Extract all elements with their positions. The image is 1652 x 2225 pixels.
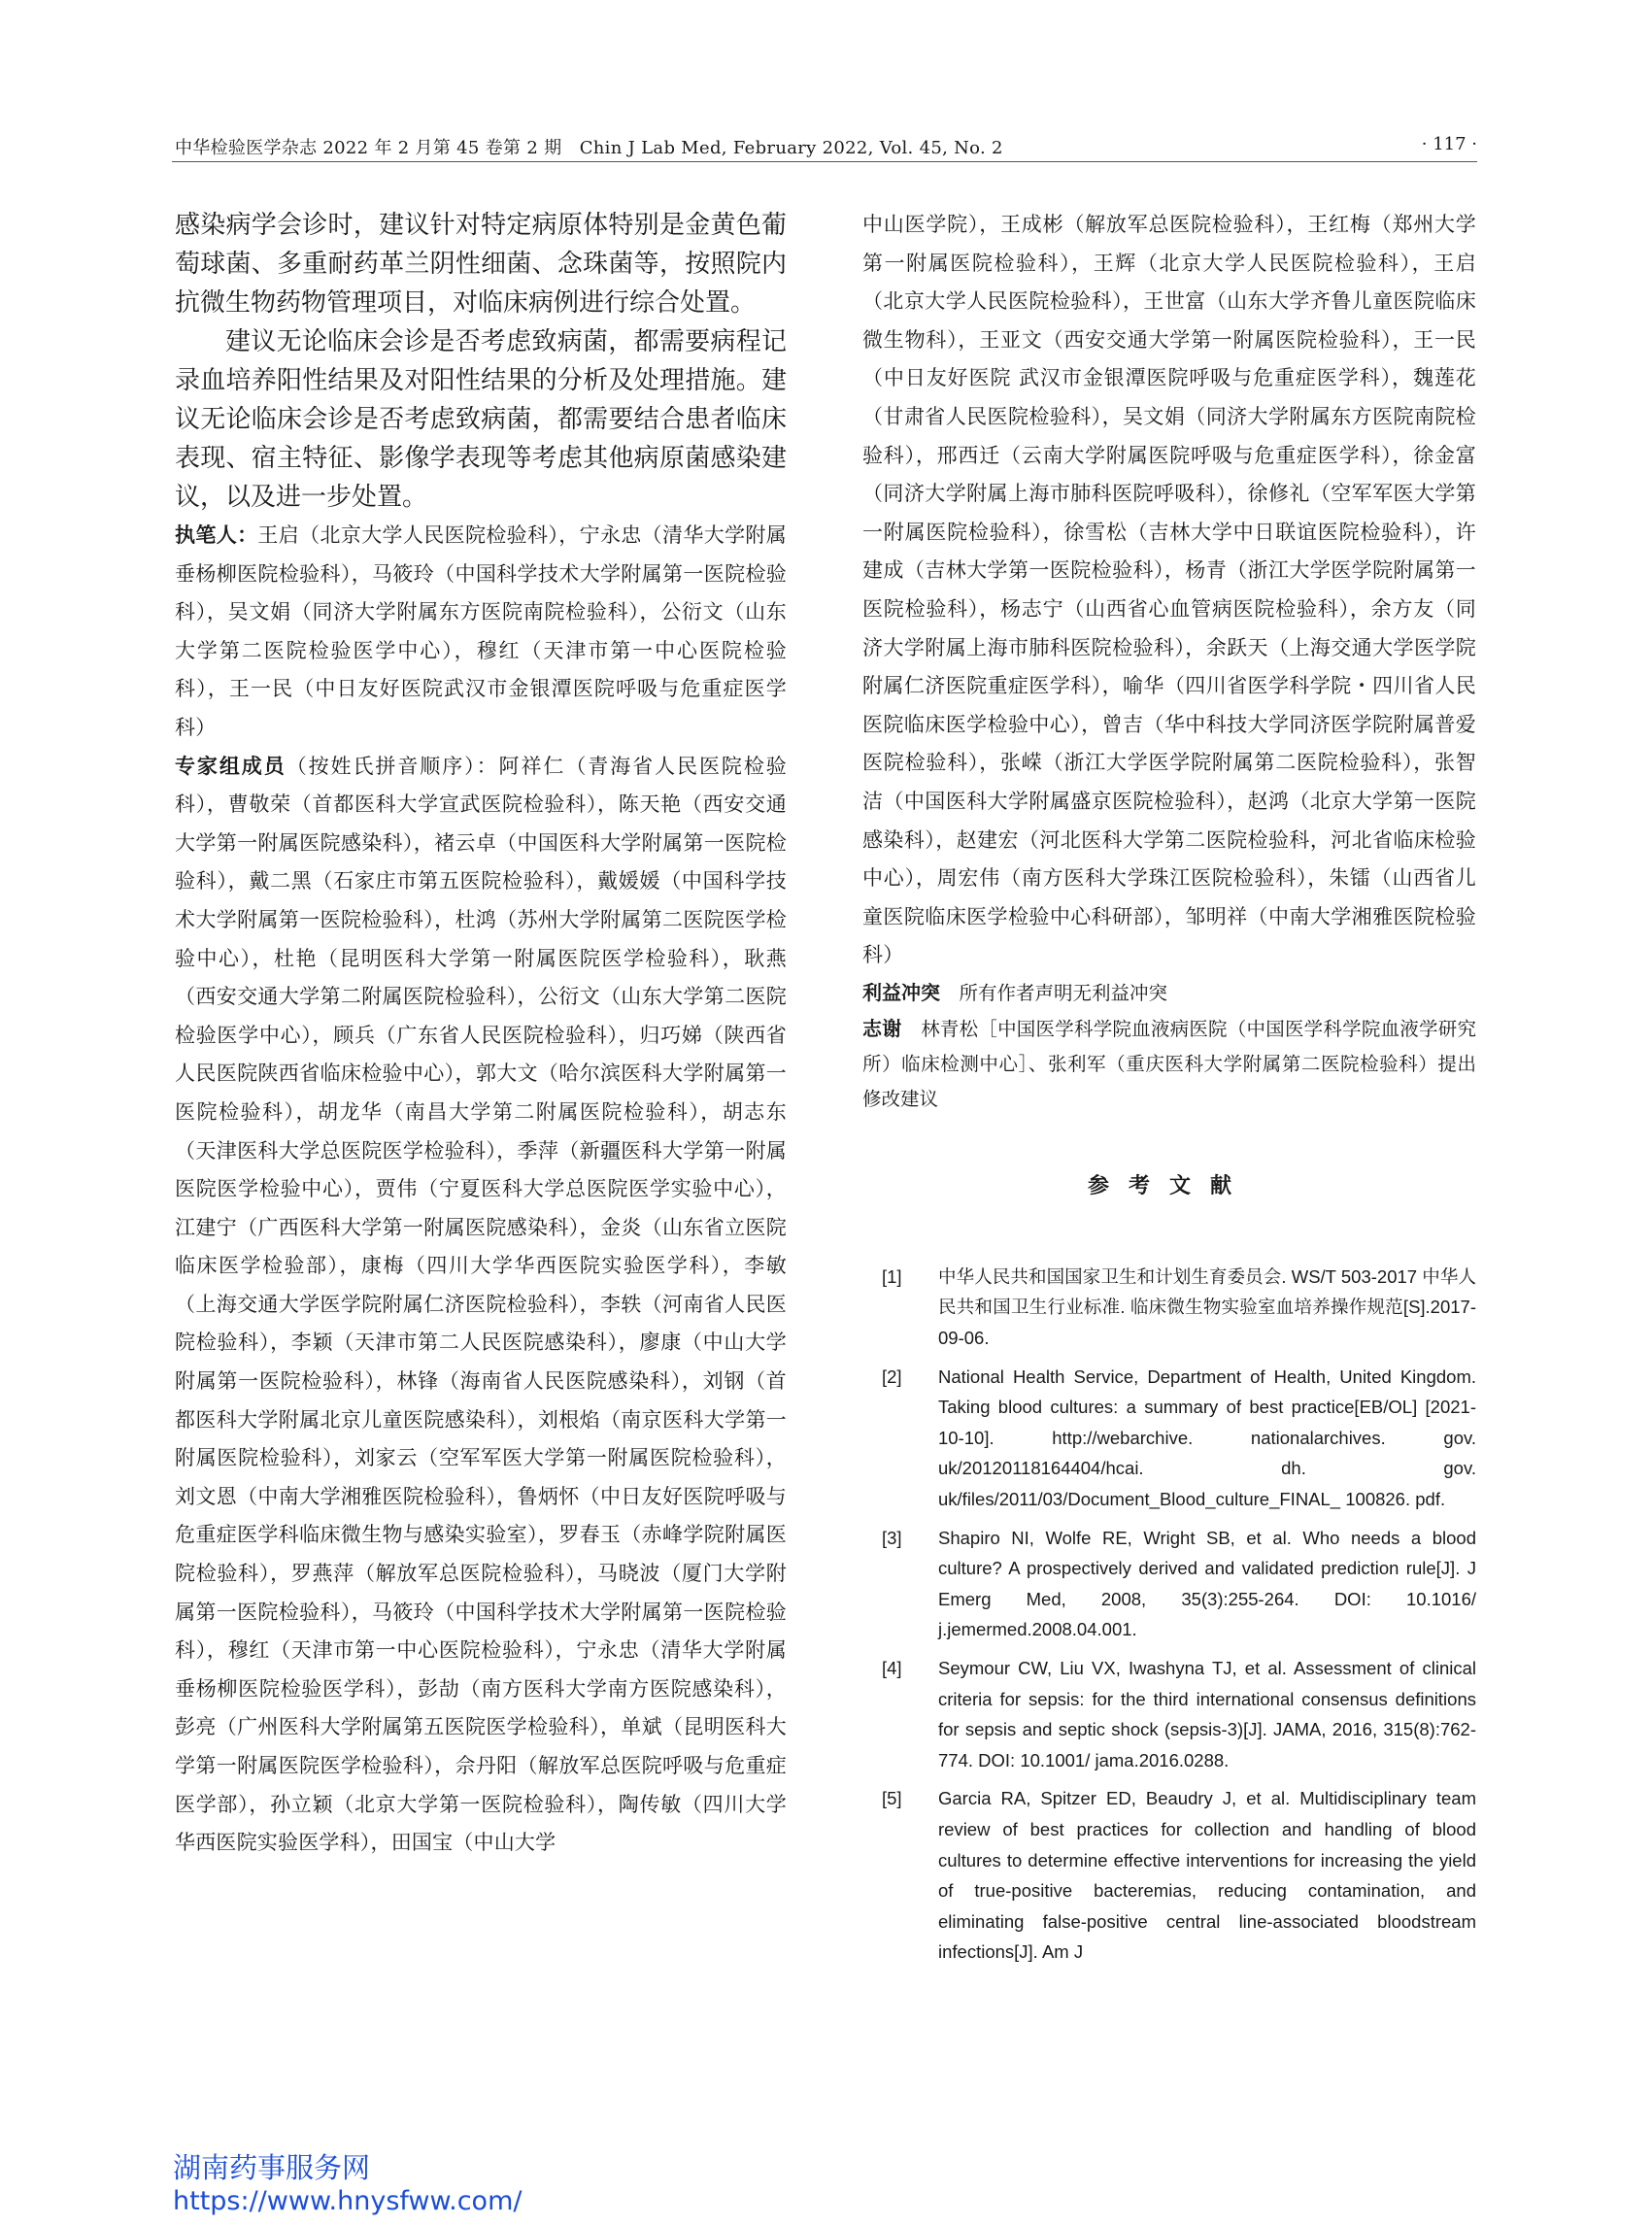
authors-label: 执笔人： <box>175 523 258 547</box>
reference-item <box>862 1783 1476 1968</box>
left-column <box>175 206 787 1863</box>
reference-number: [2] <box>882 1365 902 1387</box>
watermark-site-name: 湖南药事服务网 <box>173 2151 371 2184</box>
experts-paragraph <box>175 748 787 1863</box>
journal-citation: 中华检验医学杂志 2022 年 2 月第 45 卷第 2 期 Chin J Lab Med, February 2022, Vol. 45, No. 2 <box>175 138 1003 158</box>
body-paragraph-1: 感染病学会诊时，建议针对特定病原体特别是金黄色葡萄球菌、多重耐药革兰阴性细菌、念珠菌等，按照院内抗微生物药物管理项目，对临床病例进行综合处置。 <box>175 211 787 318</box>
references-title: 参考文献 <box>1087 1173 1251 1198</box>
acknowledgement <box>862 1011 1476 1117</box>
ack-text: 林青松［中国医学科学院血液病医院（中国医学科学院血液学研究所）临床检测中心］、张利军（重庆医科大学附属第二医院检验科）提出修改建议 <box>862 1017 1476 1110</box>
authors-text: 王启（北京大学人民医院检验科），宁永忠（清华大学附属垂杨柳医院检验科），马筱玲（中国科学技术大学附属第一医院检验科），吴文娟（同济大学附属东方医院南院检验科），公衍文（山东大学第二医院检验医学中心），穆红（天津市第一中心医院检验科），王一民（中日友好医院武汉市金银潭医院呼吸与危重症医学科） <box>175 523 787 739</box>
experts-continued: 中山医学院），王成彬（解放军总医院检验科），王红梅（郑州大学第一附属医院检验科），王辉（北京大学人民医院检验科），王启（北京大学人民医院检验科），王世富（山东大学齐鲁儿童医院临床微生物科），王亚文（西安交通大学第一附属医院检验科），王一民（中日友好医院 武汉市金银潭医院呼吸与危重症医学科），魏莲花（甘肃省人民医院检验科），吴文娟（同济大学附属东方医院南院检验科），邢西迁（云南大学附属医院呼吸与危重症医学科），徐金富（同济大学附属上海市肺科医院呼吸科），徐修礼（空军军医大学第一附属医院检验科），徐雪松（吉林大学中日联谊医院检验科），许建成（吉林大学第一医院检验科），杨青（浙江大学医学院附属第一医院检验科），杨志宁（山西省心血管病医院检验科），余方友（同济大学附属上海市肺科医院检验科），余跃天（上海交通大学医学院附属仁济医院重症医学科），喻华（四川省医学科学院・四川省人民医院临床医学检验中心），曾吉（华中科技大学同济医学院附属普爱医院检验科），张嵘（浙江大学医学院附属第二医院检验科），张智洁（中国医科大学附属盛京医院检验科），赵鸿（北京大学第一医院感染科），赵建宏（河北医科大学第二医院检验科，河北省临床检验中心），周宏伟（南方医科大学珠江医院检验科），朱镭（山西省儿童医院临床医学检验中心科研部），邹明祥（中南大学湘雅医院检验科） <box>862 213 1476 967</box>
watermark <box>173 2150 522 2218</box>
watermark-link[interactable]: https://www.hnysfww.com/ <box>173 2186 523 2216</box>
coi-label: 利益冲突 <box>862 980 940 1004</box>
reference-item <box>862 1262 1476 1354</box>
reference-item <box>862 1653 1476 1775</box>
reference-text: Seymour CW, Liu VX, Iwashyna TJ, et al. Assessment of clinical criteria for sepsis: for the third international consensus definitions for sepsis and septic shock (sepsis-3)[J]. JAMA, 2016, 315(8):762-774. DOI: 10.1001/ jama.2016.0288. <box>938 1658 1476 1770</box>
reference-text: Shapiro NI, Wolfe RE, Wright SB, et al. Who needs a blood culture? A prospectively derived and validated prediction rule[J]. J Emerg Med, 2008, 35(3):255-264. DOI: 10.1016/ j.jemermed.2008.04.001. <box>938 1527 1476 1640</box>
reference-number: [5] <box>882 1788 902 1809</box>
reference-text: 中华人民共和国国家卫生和计划生育委员会. WS/T 503-2017 中华人民共和国卫生行业标准. 临床微生物实验室血培养操作规范[S].2017-09-06. <box>938 1265 1476 1349</box>
reference-item <box>862 1523 1476 1645</box>
authors-paragraph <box>175 517 787 748</box>
body-paragraph-2: 建议无论临床会诊是否考虑致病菌，都需要病程记录血培养阳性结果及对阳性结果的分析及处理措施。建议无论临床会诊是否考虑致病菌，都需要结合患者临床表现、宿主特征、影像学表现等考虑其他病原菌感染建议，以及进一步处置。 <box>175 327 787 512</box>
running-header <box>172 132 1477 162</box>
reference-text: National Health Service, Department of Health, United Kingdom. Taking blood cultures: a summary of best practice[EB/OL] [2021-10-10]. http://webarchive. nationalarchives. gov. uk/20120118164404/hcai. dh. gov. uk/files/2011/03/Document_Blood_culture_FINAL_ 100826. pdf. <box>938 1365 1476 1510</box>
right-column <box>862 206 1476 1975</box>
conflict-of-interest <box>862 975 1476 1011</box>
ack-label: 志谢 <box>862 1016 902 1040</box>
reference-number: [3] <box>882 1527 902 1548</box>
reference-number: [1] <box>882 1265 902 1287</box>
reference-text: Garcia RA, Spitzer ED, Beaudry J, et al. Multidisciplinary team review of best practices for collection and handling of blood cultures to determine effective interventions for increasing the yield of true-positive bacteremias, reducing contamination, and eliminating false-positive central line-associated bloodstream infections[J]. Am J <box>938 1788 1476 1963</box>
reference-number: [4] <box>882 1658 902 1678</box>
page-number: · 117 · <box>1421 134 1477 154</box>
experts-label: 专家组成员 <box>175 754 287 778</box>
coi-text: 所有作者声明无利益冲突 <box>959 981 1168 1004</box>
reference-item <box>862 1362 1476 1515</box>
experts-text: （按姓氏拼音顺序）：阿祥仁（青海省人民医院检验科），曹敬荣（首都医科大学宣武医院检验科），陈天艳（西安交通大学第一附属医院感染科），褚云卓（中国医科大学附属第一医院检验科），戴二黑（石家庄市第五医院检验科），戴媛媛（中国科学技术大学附属第一医院检验科），杜鸿（苏州大学附属第二医院医学检验中心），杜艳（昆明医科大学第一附属医院医学检验科），耿燕（西安交通大学第二附属医院检验科），公衍文（山东大学第二医院检验医学中心），顾兵（广东省人民医院检验科），归巧娣（陕西省人民医院陕西省临床检验中心），郭大文（哈尔滨医科大学附属第一医院检验科），胡龙华（南昌大学第二附属医院检验科），胡志东（天津医科大学总医院医学检验科），季萍（新疆医科大学第一附属医院医学检验中心），贾伟（宁夏医科大学总医院医学实验中心），江建宁（广西医科大学第一附属医院感染科），金炎（山东省立医院临床医学检验部），康梅（四川大学华西医院实验医学科），李敏（上海交通大学医学院附属仁济医院检验科），李轶（河南省人民医院检验科），李颖（天津市第二人民医院感染科），廖康（中山大学附属第一医院检验科），林锋（海南省人民医院感染科），刘钢（首都医科大学附属北京儿童医院感染科），刘根焰（南京医科大学第一附属医院检验科），刘家云（空军军医大学第一附属医院检验科），刘文恩（中南大学湘雅医院检验科），鲁炳怀（中日友好医院呼吸与危重症医学科临床微生物与感染实验室），罗春玉（赤峰学院附属医院检验科），罗燕萍（解放军总医院检验科），马晓波（厦门大学附属第一医院检验科），马筱玲（中国科学技术大学附属第一医院检验科），穆红（天津市第一中心医院检验科），宁永忠（清华大学附属垂杨柳医院检验医学科），彭劼（南方医科大学南方医院感染科），彭亮（广州医科大学附属第五医院医学检验科），单斌（昆明医科大学第一附属医院医学检验科），佘丹阳（解放军总医院呼吸与危重症医学部），孙立颖（北京大学第一医院检验科），陶传敏（四川大学华西医院实验医学科），田国宝（中山大学 <box>175 754 787 1855</box>
